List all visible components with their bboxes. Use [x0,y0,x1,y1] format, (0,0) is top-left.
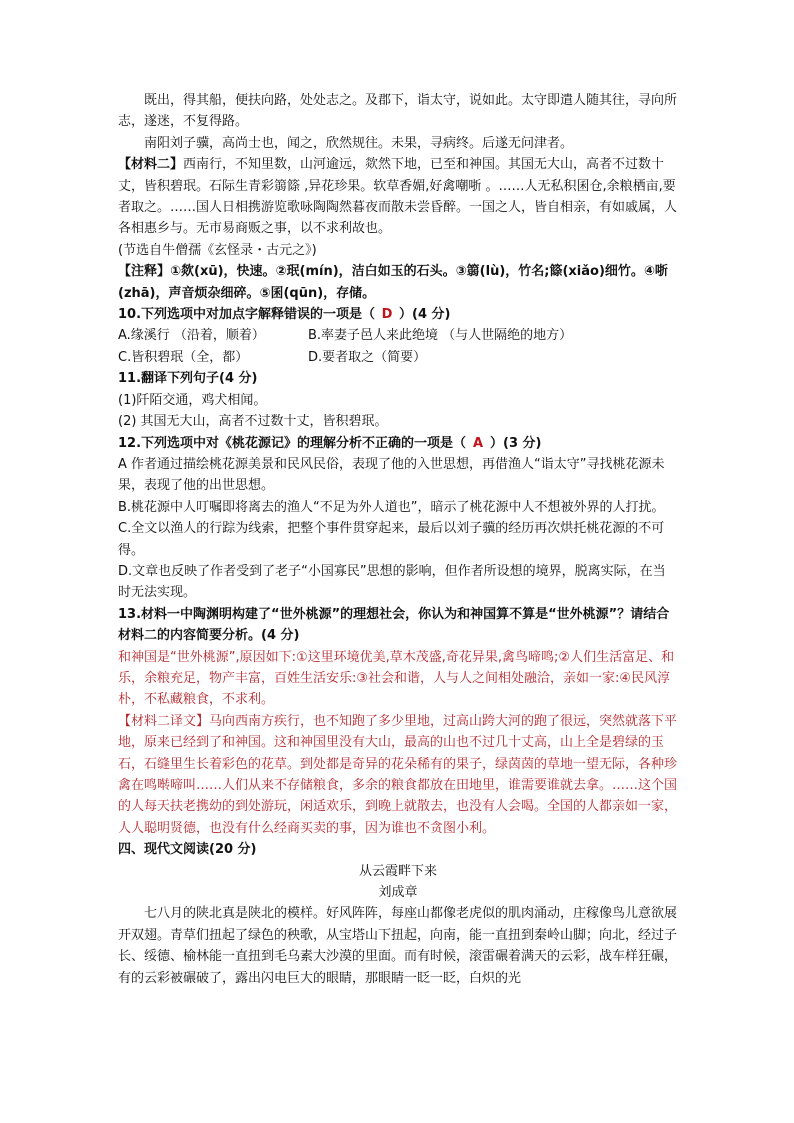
q12-answer: A [473,435,484,451]
q13-answer: 和神国是“世外桃源”,原因如下:①这里环境优美,草木茂盛,奇花异果,禽鸟啼鸣;②人们生活富足、和乐，余粮充足，物产丰富，百姓生活安乐:③社会和谐，人与人之间相处融洽，亲如一家:④民风淳朴，不私藏粮食，不求利。 [118,649,675,708]
question-13-stem: 13.材料一中陶渊明构建了“世外桃源”的理想社会，你认为和神国算不算是“世外桃源”？请结合材料二的内容简要分析。(4 分) [118,606,670,644]
q12-option-d: D.文章也反映了作者受到了老子“小国寡民”思想的影响，但作者所设想的境界，脱离实际，在当时无法实现。 [118,563,666,601]
material-two-text: 西南行，不知里数，山河逾远，欻然下地，已至和神国。其国无大山，高者不过数十丈，皆积碧珉。石际生青彩篛篨 ,异花珍果。软草香媚,好禽嘲哳 。……人无私积囷仓,余粮栖亩,要者取之。……国人日相携游览歌咏陶陶然暮夜而散未尝昏醉。一国之人，皆自相亲，有如戚属，人各相惠乡与。无市易商贩之事，以不求利故也。 [118,157,678,237]
document-page [118,90,678,989]
q11-sentence-1: (1)阡陌交通，鸡犬相闻。 [118,392,267,408]
q12-option-c: C.全文以渔人的行踪为线索，把整个事件贯穿起来，最后以刘子骥的经历再次烘托桃花源的不可得。 [118,521,665,558]
q10-options-row-1 [118,325,678,346]
material-two-label: 【材料二】 [118,157,184,173]
article-author: 刘成章 [378,885,418,901]
q11-sentence-2: (2) 其国无大山，高者不过数十丈，皆积碧珉。 [118,414,388,430]
q12-option-a: A 作者通过描绘桃花源美景和民风民俗，表现了他的入世思想，再借渔人“诣太守”寻找桃花源未果，表现了他的出世思想。 [118,456,665,494]
q12-stem-text: 12.下列选项中对《桃花源记》的理解分析不正确的一项是（ [118,435,467,451]
question-11-stem: 11.翻译下列句子(4 分) [118,371,258,387]
material-two-translation: 【材料二译文】马向西南方疾行，也不知跑了多少里地，过高山跨大河的跑了很远，突然就落下平地，原来已经到了和神国。这和神国里没有大山，最高的山也不过几十丈高，山上全是碧绿的玉石，石缝里生长着彩色的花草。到处都是奇异的花朵稀有的果子，绿茵茵的草地一望无际，各种珍禽在鸣啭啼叫……人们从来不存储粮食，多余的粮食都放在田地里，谁需要谁就去拿。……这个国的人每天扶老携幼的到处游玩，闲适欢乐，到晚上就散去，也没有人会喝。全国的人都亲如一家，人人聪明贤德，也没有什么经商买卖的事，因为谁也不贪图小利。 [118,713,678,836]
material-two [118,154,678,240]
q12-option-b: B.桃花源中人叮嘱即将离去的渔人“不足为外人道也”，暗示了桃花源中人不想被外界的人打扰。 [118,499,665,515]
annotation-notes: 【注释】①欻(xū)，快速。②珉(mín)，洁白如玉的石头。③篛(lù)，竹名;篨(xiǎo)细竹。④哳(zhā)，声音烦杂细碎。⑤囷(qūn)，存储。 [118,264,668,301]
passage-paragraph-2: 南阳刘子骥，高尚士也，闻之，欣然规往。未果，寻病终。后遂无问津者。 [144,135,574,151]
q10-stem-text: 10.下列选项中对加点字解释错误的一项是（ [118,307,376,323]
q10-option-d: D.要者取之（简要） [308,349,427,365]
article-title: 从云霞畔下来 [358,863,437,879]
article-paragraph-1: 七八月的陕北真是陕北的模样。好风阵阵，每座山都像老虎似的肌肉涌动，庄稼像鸟儿意欲展开双翅。青草们扭起了绿色的秧歌，从宝塔山下扭起，向南，能一直扭到秦岭山脚；向北，经过子长、绥德、榆林能一直扭到毛乌素大沙漠的里面。而有时候，滚雷碾着满天的云彩，战车样狂碾，有的云彩被碾破了，露出闪电巨大的眼睛，那眼睛一眨一眨，白炽的光 [118,906,678,986]
q10-option-b: B.率妻子邑人来此绝境 （与人世隔绝的地方） [308,328,573,344]
q10-answer: D [381,307,393,323]
q10-stem-score: ）(4 分) [399,307,451,323]
q10-option-a: A.缘溪行 （沿着，顺着） [118,328,265,344]
passage-paragraph-1: 既出，得其船，便扶向路，处处志之。及郡下，诣太守，说如此。太守即遣人随其往，寻向所志，遂迷，不复得路。 [118,93,678,130]
q10-option-c: C.皆积碧珉（全，都） [118,349,249,365]
question-12-stem [118,433,678,454]
material-source: (节选自牛僧孺《玄怪录・古元之》) [118,242,317,258]
section-4-heading: 四、现代文阅读(20 分) [118,842,257,858]
q12-stem-score: ）(3 分) [490,435,542,451]
q10-options-row-2 [118,347,678,368]
question-10-stem [118,304,678,325]
